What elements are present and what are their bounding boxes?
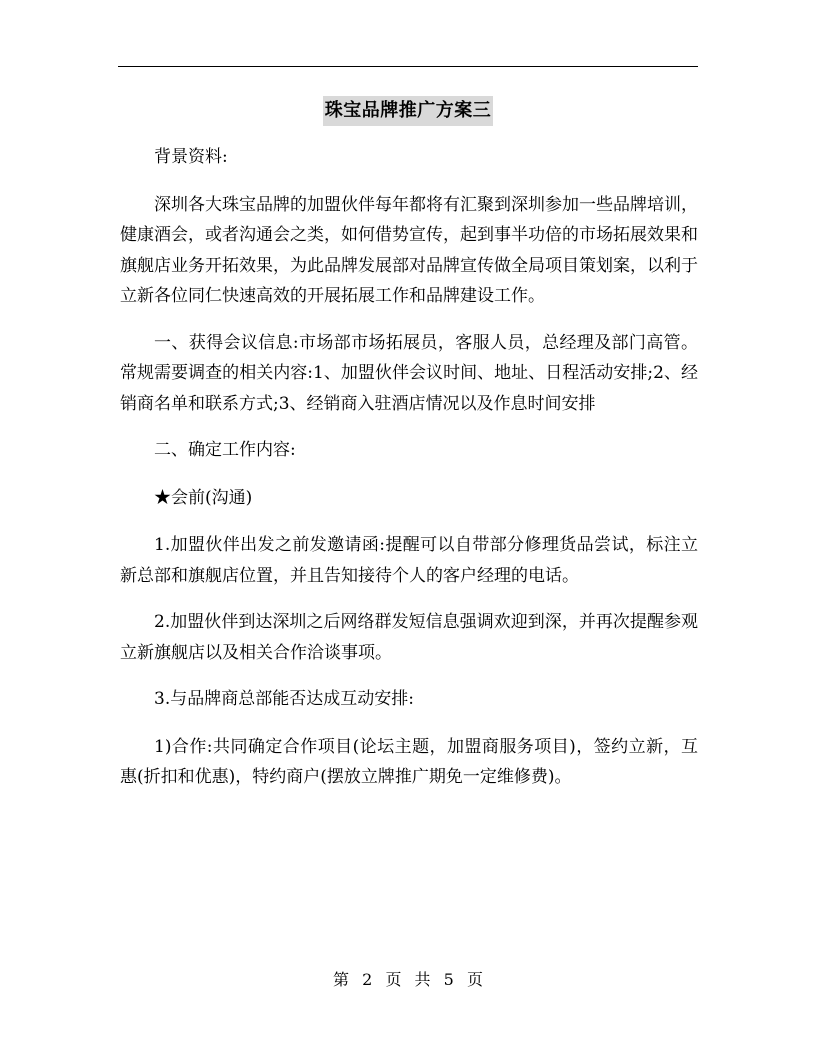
footer-prefix: 第: [333, 970, 350, 989]
paragraph-background-heading: 背景资料:: [154, 147, 228, 167]
footer-mid2: 共: [414, 970, 431, 989]
paragraph-item-3: 3.与品牌商总部能否达成互动安排:: [154, 689, 414, 709]
paragraph-section-one: 一、获得会议信息:市场部市场拓展员，客服人员，总经理及部门高管。常规需要调查的相关内容:1、加盟伙伴会议时间、地址、日程活动安排;2、经销商名单和联系方式;3、经销商入驻酒店情况以及作息时间安排: [120, 332, 698, 414]
paragraph-item-3-1: 1)合作:共同确定合作项目(论坛主题，加盟商服务项目)，签约立新，互惠(折扣和优惠)，特约商户(摆放立牌推广期免一定维修费)。: [120, 736, 698, 787]
paragraph-item-1: 1.加盟伙伴出发之前发邀请函:提醒可以自带部分修理货品尝试，标注立新总部和旗舰店位置，并且告知接待个人的客户经理的电话。: [120, 535, 698, 586]
header-rule: [118, 66, 698, 67]
paragraph-pre-meeting: ★会前(沟通): [154, 487, 253, 508]
page-footer: [0, 966, 816, 994]
footer-total-pages: 5: [443, 970, 454, 989]
footer-suffix: 页: [466, 970, 483, 989]
footer-mid1: 页: [385, 970, 402, 989]
paragraph-item-2: 2.加盟伙伴到达深圳之后网络群发短信息强调欢迎到深，并再次提醒参观立新旗舰店以及相关合作洽谈事项。: [120, 612, 698, 663]
document-body: [120, 142, 698, 809]
document-title: 珠宝品牌推广方案三: [323, 96, 494, 126]
title-container: [0, 96, 816, 126]
footer-current-page: 2: [362, 970, 373, 989]
paragraph-section-two-heading: 二、确定工作内容:: [154, 440, 296, 460]
paragraph-background: 深圳各大珠宝品牌的加盟伙伴每年都将有汇聚到深圳参加一些品牌培训，健康酒会，或者沟通会之类，如何借势宣传，起到事半功倍的市场拓展效果和旗舰店业务开拓效果，为此品牌发展部对品牌宣传做全局项目策划案，以利于立新各位同仁快速高效的开展拓展工作和品牌建设工作。: [120, 194, 698, 306]
